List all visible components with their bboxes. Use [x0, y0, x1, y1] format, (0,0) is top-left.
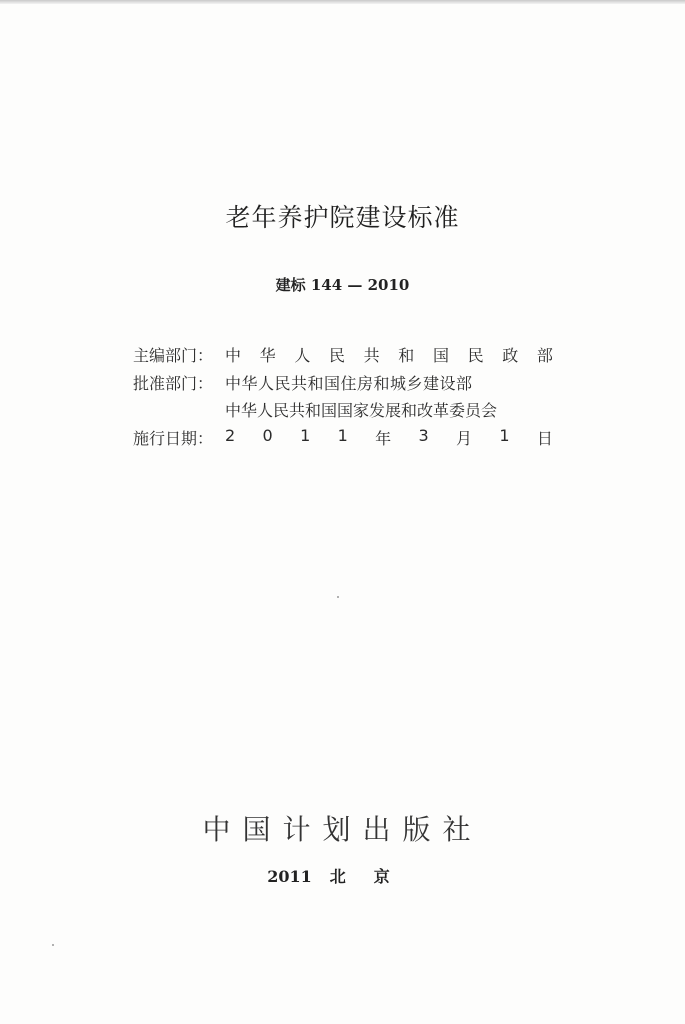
- standard-code: 建标 144 — 2010: [275, 276, 410, 294]
- chief-editor-value: [225, 343, 553, 366]
- publication-place: [0, 864, 685, 887]
- page-top-edge: [0, 0, 685, 4]
- effective-date-label: 施行日期：: [133, 429, 214, 448]
- info-block: [133, 340, 553, 452]
- chief-editor-char: 人: [294, 346, 311, 365]
- effective-date-value: [225, 426, 553, 449]
- dust-speck: [52, 944, 54, 946]
- chief-editor-char: 国: [432, 346, 449, 365]
- date-char: 月: [456, 429, 473, 448]
- chief-editor-char: 和: [398, 346, 415, 365]
- date-char: 2: [225, 426, 236, 445]
- date-char: 日: [536, 429, 553, 448]
- chief-editor-char: 中: [225, 346, 242, 365]
- chief-editor-char: 共: [363, 346, 380, 365]
- dust-speck: [337, 596, 339, 598]
- date-char: 年: [375, 429, 392, 448]
- publisher-name: 中国计划出版社: [202, 813, 483, 846]
- date-char: 1: [300, 426, 311, 445]
- chief-editor-label: 主编部门：: [133, 346, 214, 365]
- chief-editor-char: 政: [502, 346, 519, 365]
- chief-editor-char: 民: [328, 346, 345, 365]
- approval-dept-1: 中华人民共和国住房和城乡建设部: [225, 374, 473, 393]
- document-title: 老年养护院建设标准: [225, 203, 460, 232]
- date-char: 3: [418, 426, 429, 445]
- chief-editor-char: 部: [536, 346, 553, 365]
- chief-editor-row: [133, 340, 553, 369]
- approval-label: 批准部门：: [133, 374, 214, 393]
- publication-city: 北京: [329, 867, 418, 886]
- approval-row: [133, 369, 553, 396]
- date-char: 1: [337, 426, 348, 445]
- chief-editor-char: 华: [259, 346, 276, 365]
- publication-year: 2011: [267, 867, 312, 886]
- approval-dept-2: 中华人民共和国国家发展和改革委员会: [225, 401, 498, 420]
- effective-date-row: [133, 423, 553, 452]
- date-char: 1: [499, 426, 510, 445]
- chief-editor-char: 民: [467, 346, 484, 365]
- approval-row-2: [133, 396, 553, 423]
- date-char: 0: [262, 426, 273, 445]
